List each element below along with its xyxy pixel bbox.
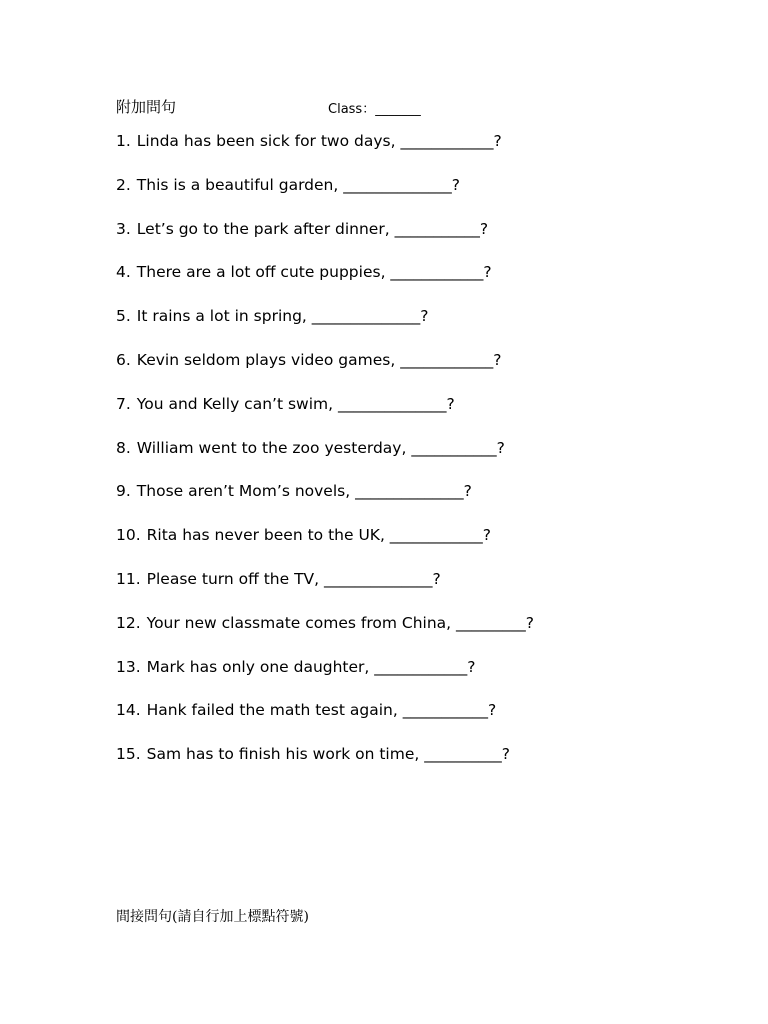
question-text: Hank failed the math test again, ___________?	[146, 701, 497, 720]
worksheet-header	[116, 94, 676, 122]
question-item	[116, 128, 716, 172]
question-text: Mark has only one daughter, ____________?	[146, 657, 476, 676]
question-text: Linda has been sick for two days, ____________?	[136, 132, 502, 150]
question-item	[116, 435, 716, 479]
question-text: Kevin seldom plays video games, ____________?	[136, 350, 502, 369]
question-text: Let’s go to the park after dinner, ___________?	[136, 219, 489, 238]
question-text: Your new classmate comes from China, _________?	[146, 613, 534, 632]
question-number: 4.	[116, 263, 131, 282]
question-item	[116, 347, 716, 391]
question-item	[116, 478, 716, 522]
question-item	[116, 522, 716, 566]
question-number: 12.	[116, 613, 141, 632]
question-number: 14.	[116, 701, 141, 720]
question-text: There are a lot off cute puppies, ____________?	[136, 263, 492, 282]
question-text: Please turn off the TV, ______________?	[146, 569, 441, 588]
question-number: 1.	[116, 132, 131, 150]
question-item	[116, 172, 716, 216]
question-item	[116, 303, 716, 347]
question-number: 10.	[116, 526, 141, 545]
section-title-indirect-questions: 間接問句(請自行加上標點符號)	[116, 909, 309, 925]
question-number: 13.	[116, 657, 141, 676]
question-number: 5.	[116, 307, 131, 326]
question-text: Sam has to finish his work on time, __________?	[146, 745, 510, 764]
question-text: Those aren’t Mom’s novels, ______________?	[136, 482, 472, 501]
question-item	[116, 259, 716, 303]
question-item	[116, 391, 716, 435]
question-number: 11.	[116, 569, 141, 588]
question-item	[116, 741, 716, 785]
question-text: It rains a lot in spring, ______________?	[136, 307, 429, 326]
question-item	[116, 654, 716, 698]
question-item	[116, 216, 716, 260]
section-title-tag-questions: 附加問句	[116, 98, 177, 116]
question-text: Rita has never been to the UK, ____________?	[146, 526, 492, 545]
question-number: 9.	[116, 482, 131, 501]
class-field: Class：_______	[328, 102, 421, 117]
question-number: 3.	[116, 219, 131, 238]
question-list	[116, 128, 716, 785]
question-text: This is a beautiful garden, ______________?	[136, 175, 460, 194]
question-item	[116, 566, 716, 610]
question-text: You and Kelly can’t swim, ______________?	[136, 394, 455, 413]
question-number: 2.	[116, 175, 131, 194]
question-number: 6.	[116, 350, 131, 369]
question-item	[116, 697, 716, 741]
question-number: 8.	[116, 438, 131, 457]
question-number: 15.	[116, 745, 141, 764]
question-item	[116, 610, 716, 654]
question-text: William went to the zoo yesterday, ___________?	[136, 438, 505, 457]
question-number: 7.	[116, 394, 131, 413]
